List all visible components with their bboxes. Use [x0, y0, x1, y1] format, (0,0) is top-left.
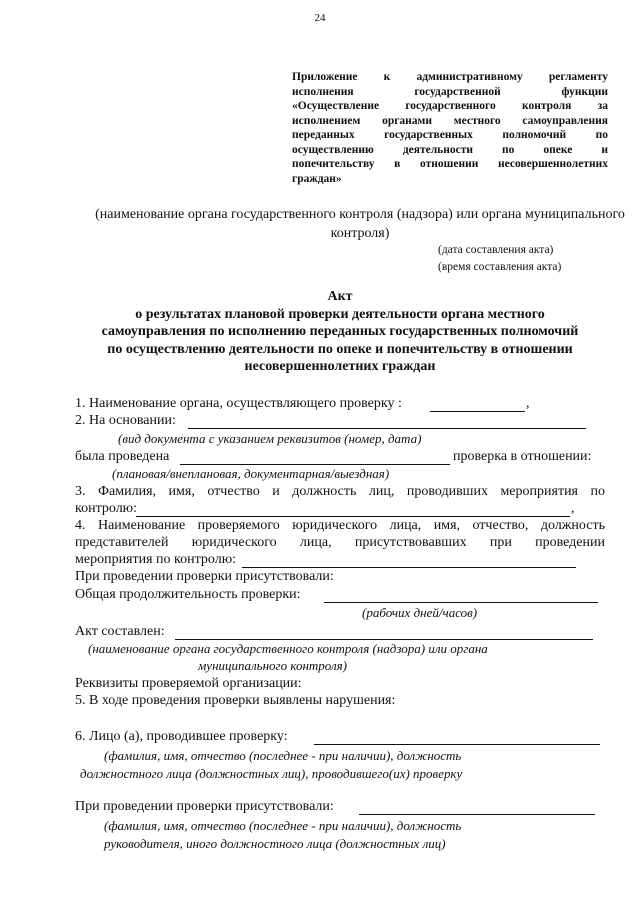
act-by-field[interactable] [175, 639, 593, 640]
item-6-label: 6. Лицо (а), проводившее проверку: [75, 729, 288, 744]
duration-hint: (рабочих дней/часов) [362, 605, 478, 620]
present-2-hint: руководителя, иного должностного лица (должностных лиц) [104, 836, 446, 851]
conducted-hint: (плановая/внеплановая, документарная/выездная) [112, 466, 390, 481]
item-3-label: контролю: [75, 501, 138, 516]
appendix-line: исполнением органами местного самоуправления [292, 114, 608, 127]
item-4-label: мероприятия по контролю: [75, 552, 237, 567]
item-6-field[interactable] [314, 744, 600, 745]
item-4-line: представителей юридического лица, присутствовавших при проведении [75, 535, 605, 550]
item-4-field[interactable] [242, 567, 576, 568]
item-3-end: , [571, 501, 575, 516]
appendix-line: «Осуществление государственного контроля за [292, 100, 608, 112]
present-2-field[interactable] [359, 814, 595, 815]
organ-caption: (наименование органа государственного контроля (надзора) или органа муниципального контроля) [95, 207, 625, 241]
title-line: несовершеннолетних граждан [244, 359, 436, 374]
act-title [40, 288, 640, 376]
item-3-line: 3. Фамилия, имя, отчество и должность лиц, проводивших мероприятия по [75, 484, 605, 499]
conducted-suffix: проверка в отношении: [453, 449, 592, 464]
item-2-label: 2. На основании: [75, 413, 176, 428]
title-line: о результатах плановой проверки деятельности органа местного [135, 306, 545, 322]
item-1-label: 1. Наименование органа, осуществляющего проверку : [75, 396, 402, 411]
requisites-label: Реквизиты проверяемой организации: [75, 676, 302, 691]
item-6-hint: должностного лица (должностных лиц), проводившего(их) проверку [80, 766, 463, 781]
item-1-field[interactable] [430, 411, 525, 412]
duration-field[interactable] [324, 602, 598, 603]
item-2-field[interactable] [188, 428, 586, 429]
appendix-line: попечительству в отношении несовершеннолетних [292, 158, 608, 170]
title-line: Акт [327, 289, 353, 304]
appendix-line: исполнения государственной функции [292, 85, 608, 98]
date-caption: (дата составления акта) [438, 244, 554, 256]
time-caption: (время составления акта) [438, 261, 562, 273]
item-1-end: , [526, 396, 530, 411]
item-6-hint: (фамилия, имя, отчество (последнее - при наличии), должность [104, 748, 462, 763]
item-4-line: 4. Наименование проверяемого юридического лица, имя, отчество, должность [75, 518, 605, 533]
appendix-line: переданных государственных полномочий по [292, 129, 608, 141]
appendix-note [292, 70, 608, 186]
item-2-hint: (вид документа с указанием реквизитов (номер, дата) [118, 431, 422, 446]
act-by-label: Акт составлен: [75, 624, 165, 639]
appendix-line: граждан» [292, 172, 342, 185]
act-by-hint: муниципального контроля) [198, 658, 348, 673]
item-5-label: 5. В ходе проведения проверки выявлены нарушения: [75, 693, 396, 708]
item-3-field[interactable] [136, 516, 570, 517]
conducted-field[interactable] [180, 464, 450, 465]
title-line: самоуправления по исполнению переданных государственных полномочий [101, 324, 579, 339]
appendix-line: осуществлению деятельности по опеке и [292, 143, 608, 156]
present-2-label: При проведении проверки присутствовали: [75, 799, 334, 814]
conducted-prefix: была проведена [75, 449, 170, 464]
present-label: При проведении проверки присутствовали: [75, 569, 334, 584]
page-number: 24 [314, 12, 326, 24]
title-line: по осуществлению деятельности по опеке и попечительству в отношении [107, 341, 573, 357]
act-by-hint: (наименование органа государственного контроля (надзора) или органа [88, 641, 488, 656]
appendix-line: Приложение к административному регламенту [292, 71, 608, 83]
present-2-hint: (фамилия, имя, отчество (последнее - при наличии), должность [104, 818, 462, 833]
duration-label: Общая продолжительность проверки: [75, 587, 301, 602]
